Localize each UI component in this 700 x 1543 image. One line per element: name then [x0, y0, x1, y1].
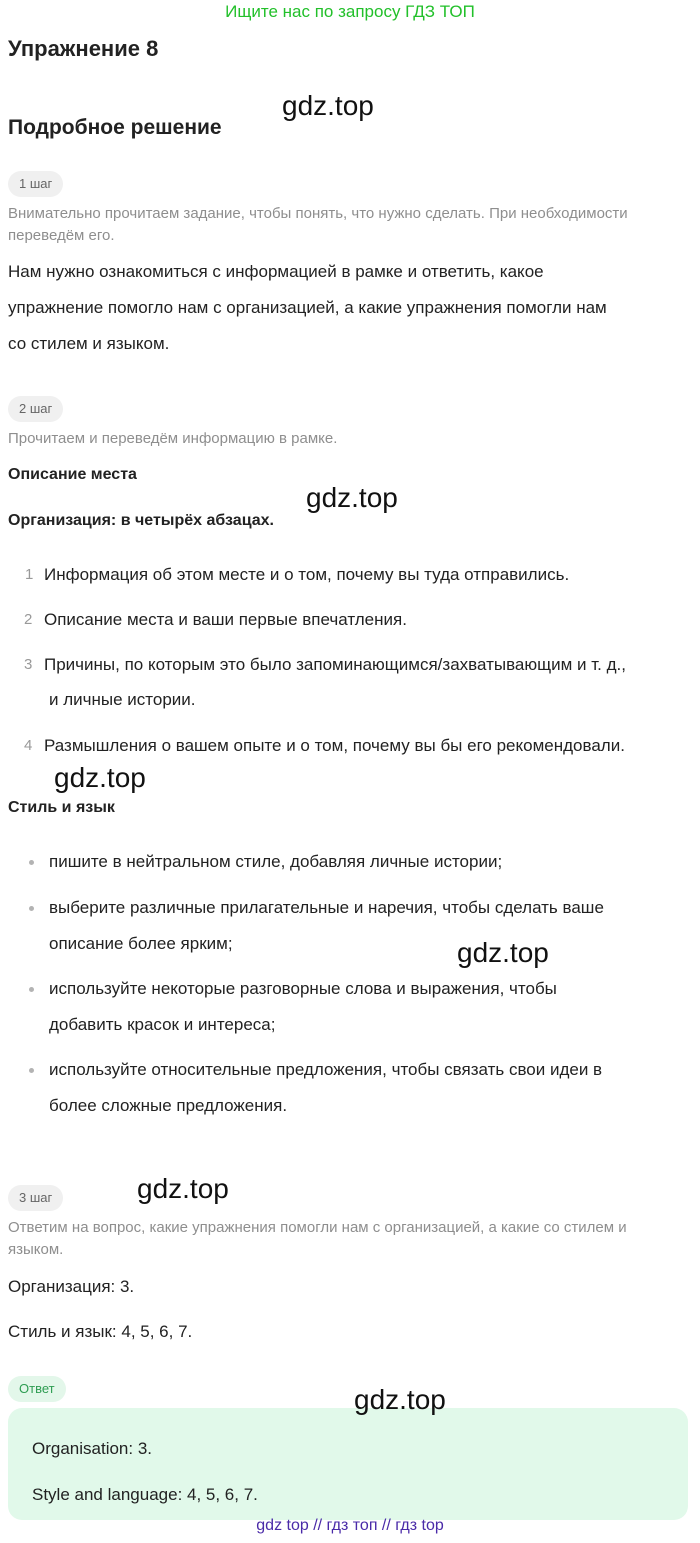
list-number: 3: [24, 656, 33, 673]
watermark: gdz.top: [457, 937, 549, 968]
step-3-organisation: Организация: 3.: [8, 1277, 135, 1296]
section-title: Подробное решение: [8, 116, 222, 139]
bullet-icon: [29, 860, 34, 865]
footer-watermark: gdz top // гдз топ // гдз top: [256, 1517, 444, 1534]
watermark: gdz.top: [282, 90, 374, 121]
answer-style: Style and language: 4, 5, 6, 7.: [32, 1485, 258, 1504]
organisation-heading: Организация: в четырёх абзацах.: [8, 512, 274, 529]
step-3-hint: Ответим на вопрос, какие упражнения помогли нам с организацией, а какие со стилем и: [8, 1219, 627, 1236]
bullet-icon: [29, 906, 34, 911]
place-description-heading: Описание места: [8, 466, 137, 483]
list-item: Причины, по которым это было запоминающимся/захватывающим и т. д.,: [44, 655, 626, 674]
step-1-hint: Внимательно прочитаем задание, чтобы понять, что нужно сделать. При необходимости: [8, 205, 628, 222]
bullet-icon: [29, 987, 34, 992]
step-3-badge: 3 шаг: [8, 1185, 63, 1211]
step-1-hint: переведём его.: [8, 227, 115, 244]
bullet-item: используйте некоторые разговорные слова и выражения, чтобы: [49, 979, 557, 998]
watermark: gdz.top: [54, 762, 146, 793]
step-1-badge: 1 шаг: [8, 171, 63, 197]
step-3-style: Стиль и язык: 4, 5, 6, 7.: [8, 1322, 193, 1341]
step-3-hint: языком.: [8, 1241, 64, 1258]
page-title: Упражнение 8: [8, 36, 159, 61]
bullet-icon: [29, 1068, 34, 1073]
bullet-item: используйте относительные предложения, чтобы связать свои идеи в: [49, 1060, 603, 1079]
list-item: Описание места и ваши первые впечатления.: [44, 610, 407, 629]
watermark: gdz.top: [354, 1384, 446, 1415]
step-2-badge: 2 шаг: [8, 396, 63, 422]
bullet-item: выберите различные прилагательные и наречия, чтобы сделать ваше: [49, 898, 604, 917]
list-number: 4: [24, 737, 33, 754]
list-number: 2: [24, 611, 33, 628]
list-number: 1: [25, 566, 34, 583]
answer-organisation: Organisation: 3.: [32, 1439, 153, 1458]
bullet-item: добавить красок и интереса;: [49, 1015, 276, 1034]
step-1-text: со стилем и языком.: [8, 334, 170, 353]
step-1-text: упражнение помогло нам с организацией, а какие упражнения помогли нам: [8, 298, 607, 317]
watermark: gdz.top: [306, 482, 398, 513]
list-item: Информация об этом месте и о том, почему вы туда отправились.: [44, 565, 570, 584]
answer-badge: Ответ: [8, 1376, 66, 1402]
top-banner[interactable]: Ищите нас по запросу ГДЗ ТОП: [225, 2, 475, 21]
bullet-item: описание более ярким;: [49, 934, 233, 953]
list-item: и личные истории.: [49, 690, 196, 709]
step-1-text: Нам нужно ознакомиться с информацией в рамке и ответить, какое: [8, 262, 544, 281]
style-heading: Стиль и язык: [8, 799, 115, 816]
watermark: gdz.top: [137, 1173, 229, 1204]
list-item: Размышления о вашем опыте и о том, почему вы бы его рекомендовали.: [44, 736, 625, 755]
bullet-item: более сложные предложения.: [49, 1096, 288, 1115]
bullet-item: пишите в нейтральном стиле, добавляя личные истории;: [49, 852, 503, 871]
step-2-hint: Прочитаем и переведём информацию в рамке.: [8, 430, 338, 447]
